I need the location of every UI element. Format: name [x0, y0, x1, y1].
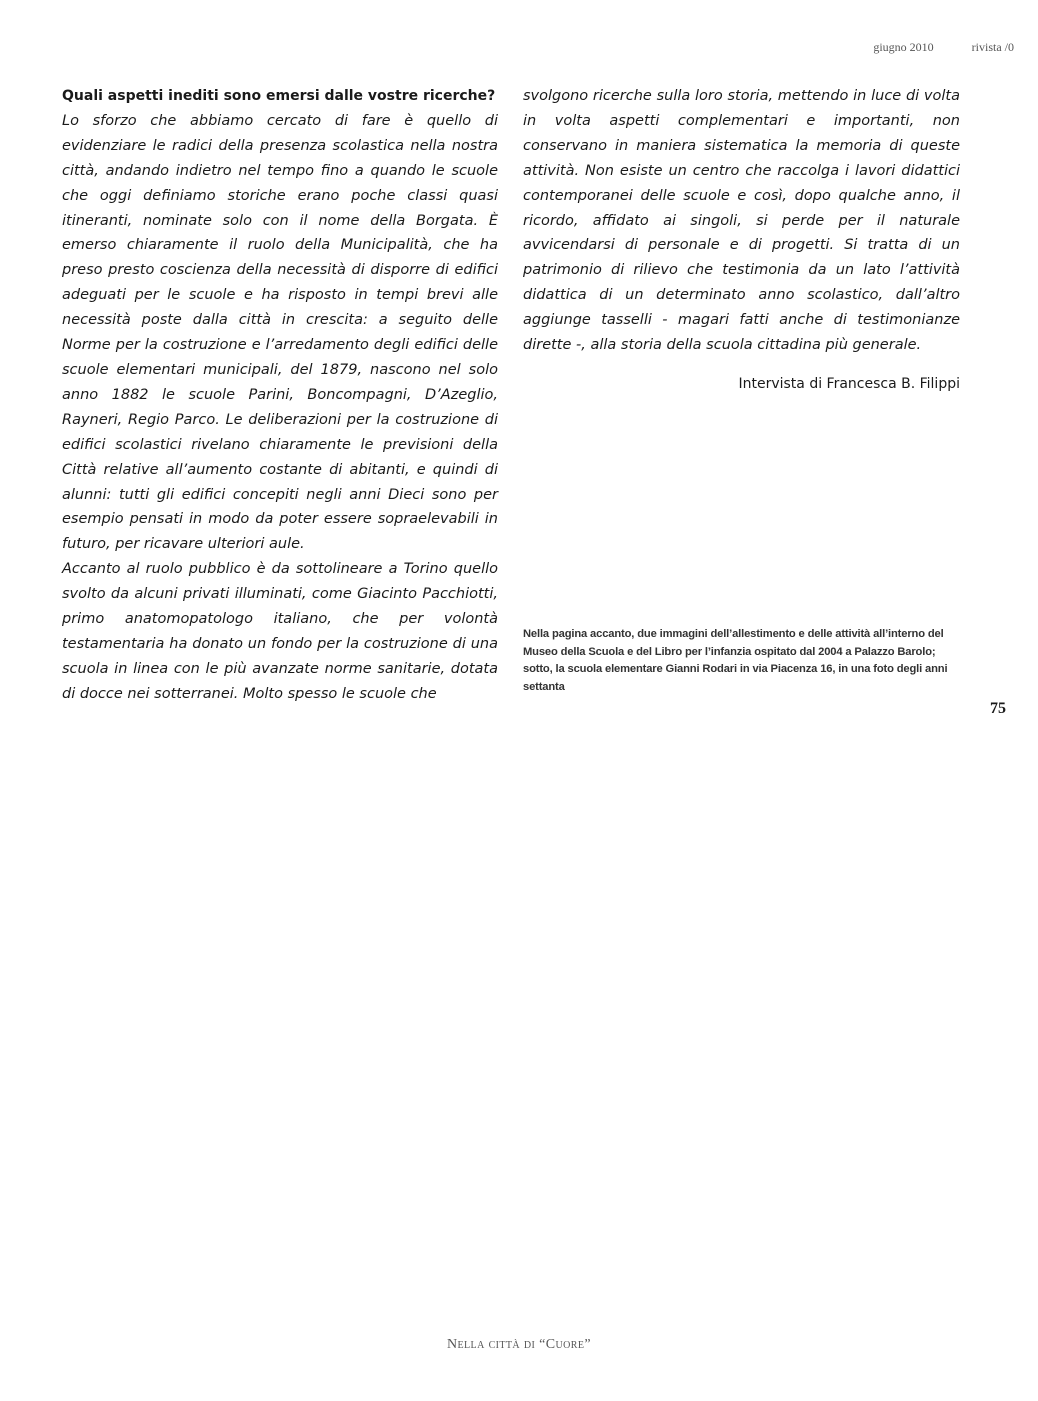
- header-magazine: rivista /0: [971, 40, 1014, 54]
- page-header: [873, 40, 1014, 55]
- header-date: giugno 2010: [873, 40, 934, 54]
- answer-paragraph-continued: svolgono ricerche sulla loro storia, mettendo in luce di volta in volta aspetti complementari e importanti, non conservano in maniera sistematica la memoria di queste attività. Non esiste un centro che raccolga i lavori didattici contemporanei delle scuole e così, dopo qualche anno, il ricordo, affidato ai singoli, si perde per il naturale avvicendarsi di personale e di progetti. Si tratta di un patrimonio di rilievo che testimonia da un lato l’attività didattica di un determinato anno scolastico, dall’altro aggiunge tasselli - magari fatti anche di testimonianze dirette -, alla storia della scuola cittadina più generale.: [523, 88, 960, 354]
- right-column: [523, 84, 960, 358]
- left-column: [62, 84, 498, 707]
- interview-signature: Intervista di Francesca B. Filippi: [738, 376, 960, 392]
- photo-caption: Nella pagina accanto, due immagini dell’allestimento e delle attività all’interno del Museo della Scuola e del Libro per l’infanzia ospitato dal 2004 a Palazzo Barolo; sotto, la scuola elementare Gianni Rodari in via Piacenza 16, in una foto degli anni settanta: [523, 628, 948, 693]
- interview-question: Quali aspetti inediti sono emersi dalle vostre ricerche?: [62, 88, 496, 104]
- answer-paragraph-1: Lo sforzo che abbiamo cercato di fare è quello di evidenziare le radici della presenza scolastica nella nostra città, andando indietro nel tempo fino a quando le scuole che oggi definiamo storiche erano poche classi quasi itineranti, nominate solo con il nome della Borgata. È emerso chiaramente il ruolo della Municipalità, che ha preso presto coscienza della necessità di disporre di edifici adeguati per le scuole e ha risposto in tempi brevi alle necessità poste dalla città in crescita: a seguito delle Norme per la costruzione e l’arredamento degli edifici delle scuole elementari municipali, del 1879, nascono nel solo anno 1882 le scuole Parini, Boncompagni, D’Azeglio, Rayneri, Regio Parco. Le deliberazioni per la costruzione di edifici scolastici rivelano chiaramente le previsioni della Città relative all’aumento costante di abitanti, e quindi di alunni: tutti gli edifici concepiti negli anni Dieci sono per esempio pensati in modo da poter essere sopraelevabili in futuro, per ricavare ulteriori aule.: [62, 112, 498, 553]
- running-footer: Nella città di “Cuore”: [447, 1337, 591, 1352]
- page-number: 75: [990, 700, 1006, 717]
- answer-paragraph-2: Accanto al ruolo pubblico è da sottolineare a Torino quello svolto da alcuni privati illuminati, come Giacinto Pacchiotti, primo anatomopatologo italiano, che per volontà testamentaria ha donato un fondo per la costruzione di una scuola in linea con le più avanzate norme sanitarie, dotata di docce nei sotterranei. Molto spesso le scuole che: [62, 561, 498, 702]
